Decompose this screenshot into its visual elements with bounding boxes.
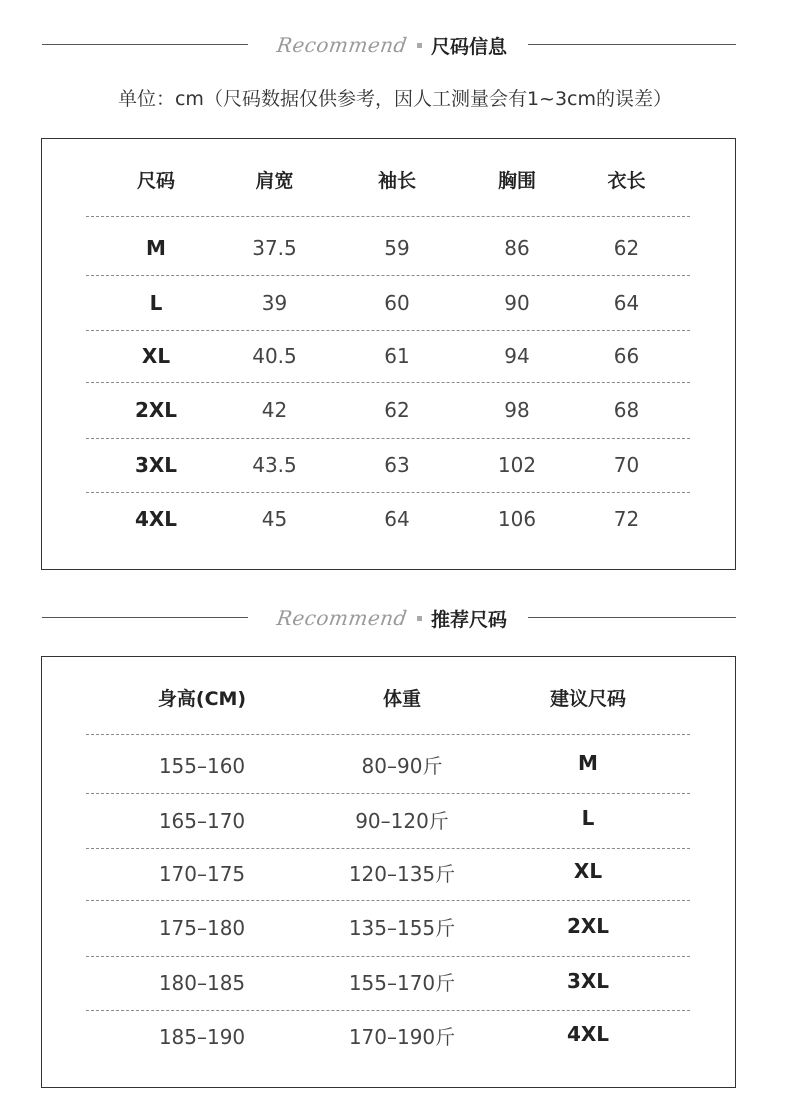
size-cell: L [149, 291, 163, 315]
suggested-size-cell: 3XL [566, 969, 610, 993]
col-header-length: 衣长 [607, 170, 646, 192]
length-cell: 68 [613, 398, 640, 422]
table-row [86, 439, 690, 493]
col-header-shoulder: 肩宽 [255, 170, 294, 192]
size-cell: 2XL [134, 398, 178, 422]
unit-note: 单位：cm（尺码数据仅供参考，因人工测量会有1~3cm的误差） [117, 88, 672, 110]
table-row [86, 957, 690, 1011]
weight-cell: 90–120斤 [355, 809, 449, 833]
height-cell: 185–190 [158, 1025, 246, 1049]
weight-cell: 80–90斤 [361, 754, 443, 778]
shoulder-cell: 43.5 [252, 453, 297, 477]
height-cell: 175–180 [158, 916, 246, 940]
recommend-table [86, 684, 690, 1063]
suggested-size-cell: L [581, 806, 595, 830]
table-row [86, 383, 690, 439]
col-header-suggested-size: 建议尺码 [549, 688, 626, 710]
table-row [86, 331, 690, 383]
size-chart-header-row [86, 166, 690, 217]
chest-cell: 98 [504, 398, 530, 422]
recommend-script-label: Recommend [275, 33, 409, 57]
col-header-height: 身高(CM) [157, 688, 247, 710]
chest-cell: 90 [504, 291, 530, 315]
recommend-heading: 推荐尺码 [431, 608, 508, 631]
size-cell: 4XL [134, 507, 178, 531]
weight-cell: 155–170斤 [348, 971, 456, 995]
sleeve-cell: 61 [384, 344, 410, 368]
shoulder-cell: 39 [261, 291, 288, 315]
chest-cell: 94 [504, 344, 530, 368]
height-cell: 155–160 [158, 754, 246, 778]
height-cell: 180–185 [158, 971, 246, 995]
col-header-sleeve: 袖长 [377, 170, 416, 192]
header-rule-left [42, 44, 248, 45]
weight-cell: 135–155斤 [348, 916, 456, 940]
table-row [86, 276, 690, 331]
height-cell: 170–175 [158, 862, 246, 886]
size-info-header [42, 30, 736, 60]
shoulder-cell: 37.5 [252, 236, 297, 260]
length-cell: 72 [613, 507, 640, 531]
length-cell: 66 [613, 344, 640, 368]
table-row [86, 901, 690, 957]
table-row [86, 493, 690, 545]
sleeve-cell: 63 [384, 453, 410, 477]
chest-cell: 86 [504, 236, 530, 260]
size-chart-table [86, 166, 690, 545]
table-row [86, 217, 690, 276]
sleeve-cell: 64 [384, 507, 410, 531]
length-cell: 62 [613, 236, 640, 260]
shoulder-cell: 40.5 [252, 344, 297, 368]
table-row [86, 735, 690, 794]
header-rule-left [42, 617, 248, 618]
size-cell: XL [141, 344, 171, 368]
recommend-chart-box [41, 656, 736, 1088]
chest-cell: 106 [497, 507, 537, 531]
length-cell: 70 [613, 453, 640, 477]
size-info-title [272, 30, 512, 60]
shoulder-cell: 45 [261, 507, 288, 531]
sleeve-cell: 60 [384, 291, 410, 315]
table-row [86, 849, 690, 901]
recommend-script-label: Recommend [275, 606, 409, 630]
table-row [86, 794, 690, 849]
sleeve-cell: 59 [384, 236, 410, 260]
recommend-header-row [86, 684, 690, 735]
suggested-size-cell: M [578, 751, 598, 775]
weight-cell: 120–135斤 [348, 862, 456, 886]
weight-cell: 170–190斤 [348, 1025, 456, 1049]
square-bullet-icon [417, 616, 422, 621]
recommend-header [42, 603, 736, 633]
suggested-size-cell: 2XL [566, 914, 610, 938]
col-header-weight: 体重 [382, 688, 421, 710]
recommend-title [272, 603, 512, 633]
shoulder-cell: 42 [261, 398, 288, 422]
size-chart-box [41, 138, 736, 570]
length-cell: 64 [613, 291, 640, 315]
square-bullet-icon [417, 43, 422, 48]
size-cell: 3XL [134, 453, 178, 477]
col-header-size: 尺码 [136, 170, 175, 192]
size-cell: M [146, 236, 166, 260]
col-header-chest: 胸围 [497, 170, 536, 192]
header-rule-right [528, 44, 736, 45]
suggested-size-cell: XL [573, 859, 603, 883]
suggested-size-cell: 4XL [566, 1022, 610, 1046]
height-cell: 165–170 [158, 809, 246, 833]
size-info-heading: 尺码信息 [431, 35, 508, 58]
chest-cell: 102 [497, 453, 537, 477]
table-row [86, 1011, 690, 1063]
sleeve-cell: 62 [384, 398, 410, 422]
header-rule-right [528, 617, 736, 618]
